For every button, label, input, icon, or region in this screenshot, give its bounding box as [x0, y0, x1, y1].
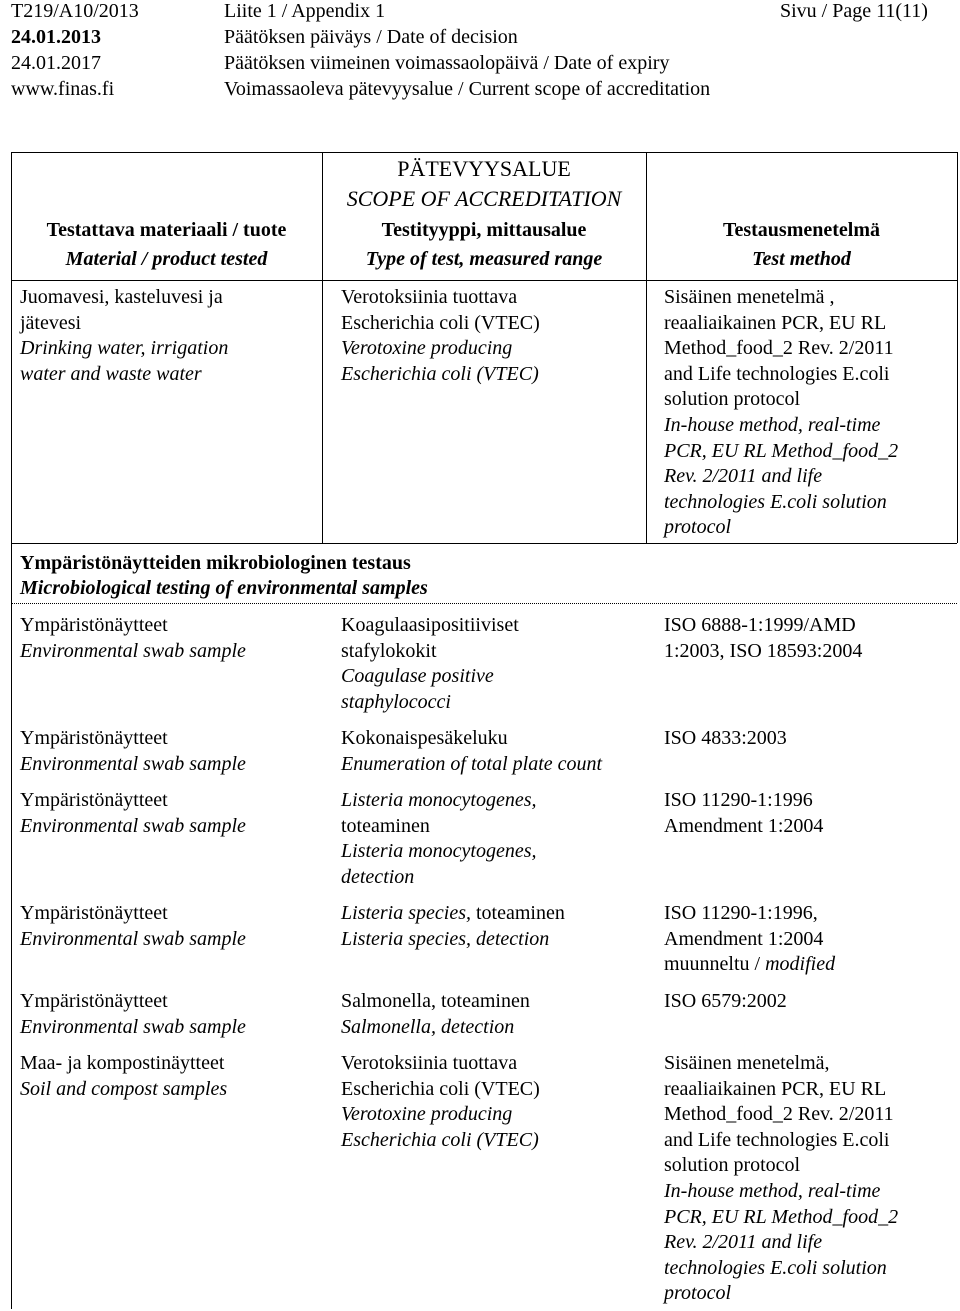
row-4-material [20, 901, 246, 952]
method-text-en: In-house method, real-time [664, 413, 881, 436]
material-text-en: Drinking water, irrigation [20, 337, 229, 360]
test-text-en: Escherichia coli (VTEC) [341, 1128, 539, 1151]
test-text-fi: stafylokokit [341, 639, 437, 662]
test-text-en: Listeria monocytogenes, [341, 840, 537, 863]
decision-date-label: Päätöksen päiväys / Date of decision [224, 26, 518, 48]
scope-title-en: SCOPE OF ACCREDITATION [346, 186, 622, 211]
row-5-test [341, 989, 530, 1040]
material-text-fi: Ympäristönäytteet [20, 990, 168, 1012]
test-text-fi [341, 901, 565, 927]
website-link[interactable]: www.finas.fi [11, 78, 115, 100]
test-text-fi: Verotoksiinia tuottava [341, 286, 518, 308]
first-row-method [664, 285, 898, 541]
test-organism: Listeria species, [341, 902, 471, 924]
type-header-fi: Testityyppi, mittausalue [381, 219, 587, 241]
method-text-fi: and Life technologies E.coli [664, 1128, 890, 1151]
method-text-en: protocol [664, 516, 732, 539]
method-text-fi: reaaliaikainen PCR, EU RL [664, 311, 887, 334]
method-text: ISO 11290-1:1996 [664, 789, 813, 811]
row-6-material [20, 1051, 227, 1102]
method-header-en: Test method [752, 248, 851, 270]
table-left-border [11, 152, 12, 1309]
row-6-test [341, 1051, 540, 1153]
method-text: ISO 4833:2003 [664, 727, 787, 749]
method-text-fi: Method_food_2 Rev. 2/2011 [664, 1103, 894, 1126]
scope-label: Voimassaoleva pätevyysalue / Current scope of accreditation [224, 78, 711, 100]
test-text-fi: toteaminen [341, 814, 430, 837]
test-text-fi: Salmonella, toteaminen [341, 990, 530, 1012]
material-text-en: Environmental swab sample [20, 1015, 246, 1038]
material-text-fi: Ympäristönäytteet [20, 902, 168, 924]
section-title-fi: Ympäristönäytteiden mikrobiologinen testaus [20, 552, 411, 574]
test-text-en: Escherichia coli (VTEC) [341, 362, 539, 385]
test-text-en: Listeria species, detection [341, 927, 550, 950]
test-text-fi: Koagulaasipositiiviset [341, 614, 519, 636]
method-text-fi: solution protocol [664, 1154, 801, 1177]
test-text-fi: Listeria monocytogenes, [341, 789, 537, 811]
header-bottom-border [11, 280, 957, 281]
test-text-fi: Escherichia coli (VTEC) [341, 1077, 540, 1100]
row-1-test [341, 613, 519, 715]
row-4-test [341, 901, 565, 952]
appendix-label: Liite 1 / Appendix 1 [224, 0, 386, 22]
method-text: Amendment 1:2004 [664, 814, 824, 837]
expiry-date: 24.01.2017 [11, 52, 101, 74]
material-text-en: Environmental swab sample [20, 927, 246, 950]
material-text-fi: Ympäristönäytteet [20, 789, 168, 811]
first-row-bottom-border [11, 543, 957, 544]
test-text-en: Coagulase positive [341, 665, 494, 688]
row-1-method [664, 613, 862, 664]
method-text: ISO 6579:2002 [664, 990, 787, 1012]
test-text-en: Verotoxine producing [341, 337, 513, 360]
material-text-en: Environmental swab sample [20, 752, 246, 775]
method-text-fi: Method_food_2 Rev. 2/2011 [664, 337, 894, 360]
method-text-en: PCR, EU RL Method_food_2 [664, 439, 899, 462]
method-text-en: technologies E.coli solution [664, 490, 887, 513]
column-divider-2 [646, 152, 647, 543]
method-text [664, 952, 835, 978]
method-text-fi: Sisäinen menetelmä, [664, 1052, 830, 1074]
method-text-en: Rev. 2/2011 and life [664, 465, 823, 488]
method-text: Amendment 1:2004 [664, 927, 824, 950]
material-text-en: Environmental swab sample [20, 639, 246, 662]
table-top-border [11, 152, 957, 153]
material-text-fi: jätevesi [20, 311, 82, 334]
material-text-fi: Maa- ja kompostinäytteet [20, 1052, 225, 1074]
material-text-en: Environmental swab sample [20, 814, 246, 837]
material-text-en: water and waste water [20, 362, 202, 385]
material-header-en: Material / product tested [65, 248, 268, 270]
material-text-en: Soil and compost samples [20, 1077, 228, 1100]
method-text-fi: Sisäinen menetelmä , [664, 286, 835, 308]
method-text-fi: solution protocol [664, 388, 801, 411]
type-header-en: Type of test, measured range [365, 248, 603, 270]
test-text-en: detection [341, 865, 415, 888]
method-header-fi: Testausmenetelmä [722, 219, 881, 241]
row-3-test [341, 788, 537, 890]
method-text-en: Rev. 2/2011 and life [664, 1231, 823, 1254]
section-title [20, 551, 428, 601]
section-dotted-divider [11, 603, 957, 604]
method-text-fi: reaaliaikainen PCR, EU RL [664, 1077, 887, 1100]
method-text: ISO 6888-1:1999/AMD [664, 614, 856, 636]
material-text-fi: Ympäristönäytteet [20, 614, 168, 636]
row-5-method [664, 989, 787, 1015]
test-method-word: toteaminen [476, 902, 565, 924]
method-text: 1:2003, ISO 18593:2004 [664, 639, 863, 662]
section-title-en: Microbiological testing of environmental samples [20, 577, 428, 599]
test-text-en: Salmonella, detection [341, 1015, 515, 1038]
page-number: Sivu / Page 11(11) [780, 0, 928, 22]
row-4-method [664, 901, 835, 978]
test-text-en: Verotoxine producing [341, 1103, 513, 1126]
method-modified-en: modified [765, 953, 836, 976]
decision-date: 24.01.2013 [11, 26, 101, 48]
expiry-date-label: Päätöksen viimeinen voimassaolopäivä / Date of expiry [224, 52, 670, 74]
test-text-en: staphylococci [341, 690, 451, 713]
first-row-material [20, 285, 228, 387]
row-2-test [341, 726, 602, 777]
row-5-material [20, 989, 246, 1040]
method-text-en: PCR, EU RL Method_food_2 [664, 1205, 899, 1228]
method-text-fi: and Life technologies E.coli [664, 362, 890, 385]
table-right-border [957, 152, 958, 543]
material-header-fi: Testattava materiaali / tuote [46, 219, 287, 241]
row-2-material [20, 726, 246, 777]
test-text-en: Enumeration of total plate count [341, 752, 603, 775]
row-3-method [664, 788, 823, 839]
method-text-en: protocol [664, 1282, 732, 1305]
test-text-fi: Verotoksiinia tuottava [341, 1052, 518, 1074]
row-3-material [20, 788, 246, 839]
scope-title-fi: PÄTEVYYSALUE [397, 156, 571, 181]
method-text: ISO 11290-1:1996, [664, 902, 818, 924]
row-1-material [20, 613, 246, 664]
row-2-method [664, 726, 787, 752]
method-text-en: technologies E.coli solution [664, 1256, 887, 1279]
row-6-method [664, 1051, 898, 1307]
test-text-fi: Kokonaispesäkeluku [341, 727, 508, 749]
method-modified-fi: muunneltu / [664, 953, 761, 976]
test-text-fi: Escherichia coli (VTEC) [341, 311, 540, 334]
method-text-en: In-house method, real-time [664, 1179, 881, 1202]
material-text-fi: Juomavesi, kasteluvesi ja [20, 286, 223, 308]
doc-code: T219/A10/2013 [11, 0, 139, 22]
material-text-fi: Ympäristönäytteet [20, 727, 168, 749]
first-row-test [341, 285, 540, 387]
